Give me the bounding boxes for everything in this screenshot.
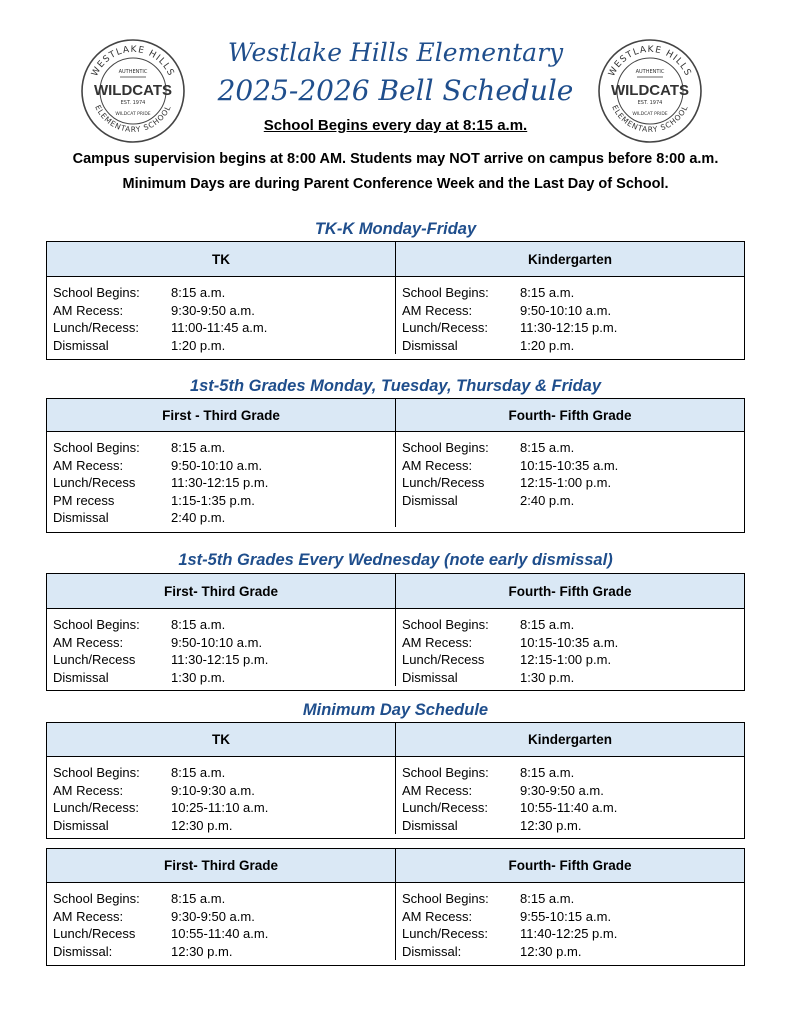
logo-top-text: WESTLAKE HILLS	[607, 44, 693, 79]
period-time: 9:55-10:15 a.m.	[520, 908, 612, 924]
supervision-notice: Campus supervision begins at 8:00 AM. Students may NOT arrive on campus before 8:00 a.m.	[72, 151, 719, 167]
schedule-column-left	[47, 432, 396, 527]
schedule-row	[402, 634, 744, 652]
period-label: Lunch/Recess	[53, 475, 136, 490]
period-label: Dismissal	[402, 669, 458, 685]
table-body	[47, 277, 744, 354]
schedule-table-minimum-grades	[46, 848, 745, 966]
period-time: 8:15 a.m.	[520, 765, 575, 780]
table-body	[47, 609, 744, 686]
period-time: 12:30 p.m.	[520, 817, 582, 833]
schedule-row	[402, 908, 744, 926]
schedule-column-left	[47, 277, 396, 354]
period-label: Lunch/Recess:	[402, 926, 488, 941]
schedule-row	[53, 799, 395, 817]
period-label: School Begins:	[53, 440, 140, 455]
period-time: 9:10-9:30 a.m.	[171, 782, 255, 798]
table-body	[47, 883, 744, 960]
grade-heading: First - Third Grade	[47, 399, 396, 431]
logo-small-top: AUTHENTIC	[118, 69, 148, 75]
schedule-column-right	[396, 883, 744, 960]
period-time: 1:20 p.m.	[520, 337, 575, 353]
period-label: AM Recess:	[53, 302, 124, 318]
period-time: 9:50-10:10 a.m.	[520, 302, 612, 318]
schedule-column-right	[396, 432, 744, 527]
table-header	[47, 723, 744, 757]
section-title-minimum: Minimum Day Schedule	[302, 701, 489, 719]
period-time: 9:30-9:50 a.m.	[171, 908, 255, 924]
schedule-title: 2025-2026 Bell Schedule	[217, 74, 574, 107]
period-label: School Begins:	[402, 440, 489, 455]
schedule-row	[402, 651, 744, 669]
schedule-row	[402, 457, 744, 475]
period-time: 12:30 p.m.	[171, 943, 233, 959]
period-label: AM Recess:	[402, 908, 473, 924]
grade-heading: TK	[47, 723, 396, 756]
section-title-wed: 1st-5th Grades Every Wednesday (note early dismissal)	[178, 551, 613, 569]
period-label: Dismissal:	[402, 943, 462, 959]
table-header	[47, 574, 744, 609]
schedule-row	[53, 925, 395, 943]
schedule-row	[53, 302, 395, 320]
schedule-column-left	[47, 609, 396, 686]
period-label: Lunch/Recess:	[53, 800, 139, 815]
period-time: 12:15-1:00 p.m.	[520, 652, 612, 667]
logo-name: WILDCATS	[610, 82, 690, 99]
schedule-row	[53, 890, 395, 908]
period-label: Lunch/Recess	[53, 926, 136, 941]
schedule-row	[53, 457, 395, 475]
period-label: School Begins:	[53, 765, 140, 780]
period-time: 9:50-10:10 a.m.	[171, 634, 263, 650]
period-label: School Begins:	[402, 285, 489, 300]
schedule-row	[402, 616, 744, 634]
period-time: 9:30-9:50 a.m.	[171, 302, 255, 318]
logo-small-bottom: WILDCAT PRIDE	[115, 112, 151, 117]
period-time: 1:30 p.m.	[171, 669, 226, 685]
logo-top-text: WESTLAKE HILLS	[90, 44, 176, 79]
schedule-row	[53, 651, 395, 669]
table-header	[47, 399, 744, 432]
schedule-row	[53, 284, 395, 302]
schedule-row	[402, 890, 744, 908]
logo-small-bottom: WILDCAT PRIDE	[632, 112, 668, 117]
period-label: School Begins:	[402, 891, 489, 906]
schedule-row	[53, 319, 395, 337]
grade-heading: Fourth- Fifth Grade	[508, 407, 632, 423]
period-time: 9:50-10:10 a.m.	[171, 457, 263, 473]
period-time: 2:40 p.m.	[171, 510, 226, 525]
schedule-column-left	[47, 883, 396, 960]
period-time: 11:40-12:25 p.m.	[520, 926, 618, 941]
schedule-column-left	[47, 757, 396, 834]
schedule-row	[53, 616, 395, 634]
period-time: 12:30 p.m.	[171, 817, 233, 833]
grade-heading: Kindergarten	[527, 251, 612, 267]
logo-small-top: AUTHENTIC	[635, 69, 665, 75]
grade-heading: Fourth- Fifth Grade	[508, 858, 632, 873]
section-title-tkk: TK-K Monday-Friday	[314, 220, 477, 238]
grade-heading: TK	[47, 242, 396, 276]
period-label: Dismissal	[53, 817, 109, 833]
schedule-row	[402, 492, 744, 510]
table-body	[47, 432, 744, 527]
period-label: AM Recess:	[402, 782, 473, 798]
schedule-row	[53, 634, 395, 652]
period-label: AM Recess:	[53, 634, 124, 650]
section-title-mtthf: 1st-5th Grades Monday, Tuesday, Thursday & Friday	[189, 377, 602, 395]
logo-bottom-text: ELEMENTARY SCHOOL	[93, 103, 173, 135]
school-begins-note: School Begins every day at 8:15 a.m.	[263, 117, 528, 134]
period-label: Lunch/Recess:	[402, 320, 488, 335]
schedule-column-right	[396, 277, 744, 354]
schedule-row	[402, 284, 744, 302]
period-label: Dismissal	[53, 337, 109, 353]
grade-heading: First- Third Grade	[47, 849, 396, 882]
period-time: 9:30-9:50 a.m.	[520, 782, 604, 798]
schedule-row	[402, 943, 744, 961]
period-time: 11:30-12:15 p.m.	[171, 475, 269, 490]
period-label: School Begins:	[53, 617, 140, 632]
logo-est: EST. 1974	[120, 100, 146, 106]
schedule-row	[402, 439, 744, 457]
minimum-days-notice: Minimum Days are during Parent Conference Week and the Last Day of School.	[122, 176, 669, 192]
schedule-row	[402, 764, 744, 782]
period-time: 1:30 p.m.	[520, 669, 575, 685]
period-label: Dismissal	[53, 669, 109, 685]
schedule-row	[402, 474, 744, 492]
grade-heading: First- Third Grade	[47, 574, 396, 608]
period-time: 11:00-11:45 a.m.	[171, 320, 268, 335]
period-time: 8:15 a.m.	[171, 440, 226, 455]
schedule-row	[53, 337, 395, 355]
period-label: Dismissal:	[53, 943, 113, 959]
period-label: Dismissal	[402, 492, 458, 508]
period-time: 10:15-10:35 a.m.	[520, 457, 619, 473]
period-label: AM Recess:	[402, 457, 473, 473]
period-label: AM Recess:	[53, 782, 124, 798]
schedule-row	[53, 439, 395, 457]
schedule-row	[53, 669, 395, 687]
period-time: 8:15 a.m.	[171, 765, 226, 780]
period-time: 10:25-11:10 a.m.	[171, 800, 269, 815]
logo-est: EST. 1974	[637, 100, 663, 106]
period-label: Dismissal	[53, 510, 109, 525]
grade-heading: Kindergarten	[527, 732, 612, 747]
schedule-table-tkk	[46, 241, 745, 360]
school-name: Westlake Hills Elementary	[227, 38, 564, 67]
period-label: Lunch/Recess	[402, 652, 485, 667]
period-time: 1:20 p.m.	[171, 337, 226, 353]
period-label: Dismissal	[402, 817, 458, 833]
period-time: 12:30 p.m.	[520, 943, 582, 959]
schedule-table-mtthf	[46, 398, 745, 533]
schedule-column-right	[396, 757, 744, 834]
period-label: Lunch/Recess	[53, 652, 136, 667]
period-label: School Begins:	[402, 617, 489, 632]
schedule-row	[53, 817, 395, 835]
schedule-row	[53, 492, 395, 510]
table-body	[47, 757, 744, 834]
schedule-row	[402, 799, 744, 817]
schedule-row	[402, 925, 744, 943]
logo-name: WILDCATS	[93, 82, 173, 99]
schedule-row	[402, 337, 744, 355]
period-time: 11:30-12:15 p.m.	[520, 320, 618, 335]
period-time: 2:40 p.m.	[520, 492, 575, 508]
period-label: AM Recess:	[402, 302, 473, 318]
period-label: AM Recess:	[53, 908, 124, 924]
period-time: 10:55-11:40 a.m.	[171, 926, 269, 941]
period-time: 8:15 a.m.	[171, 617, 226, 632]
schedule-column-right	[396, 609, 744, 686]
schedule-row	[53, 764, 395, 782]
period-time: 8:15 a.m.	[520, 891, 575, 906]
period-label: AM Recess:	[53, 457, 124, 473]
table-header	[47, 849, 744, 883]
period-label: Dismissal	[402, 337, 458, 353]
period-time: 11:30-12:15 p.m.	[171, 652, 269, 667]
period-label: School Begins:	[53, 285, 140, 300]
period-label: School Begins:	[402, 765, 489, 780]
period-time: 10:15-10:35 a.m.	[520, 634, 619, 650]
period-time: 12:15-1:00 p.m.	[520, 475, 612, 490]
period-time: 8:15 a.m.	[520, 285, 575, 300]
period-time: 8:15 a.m.	[520, 440, 575, 455]
period-label: Lunch/Recess:	[402, 800, 488, 815]
schedule-row	[53, 908, 395, 926]
period-time: 8:15 a.m.	[520, 617, 575, 632]
period-label: School Begins:	[53, 891, 140, 906]
period-time: 8:15 a.m.	[171, 285, 226, 300]
schedule-table-minimum-tkk	[46, 722, 745, 839]
schedule-table-wednesday	[46, 573, 745, 691]
period-label: PM recess	[53, 492, 115, 508]
schedule-row	[53, 474, 395, 492]
schedule-row	[402, 302, 744, 320]
period-time: 1:15-1:35 p.m.	[171, 492, 255, 508]
period-label: Lunch/Recess:	[53, 320, 139, 335]
schedule-row	[53, 782, 395, 800]
period-label: Lunch/Recess	[402, 475, 485, 490]
period-time: 10:55-11:40 a.m.	[520, 800, 618, 815]
schedule-row	[402, 782, 744, 800]
schedule-row	[402, 319, 744, 337]
grade-heading: Fourth- Fifth Grade	[508, 583, 632, 599]
schedule-row	[402, 817, 744, 835]
table-header	[47, 242, 744, 277]
schedule-row	[53, 509, 395, 527]
schedule-row	[53, 943, 395, 961]
period-time: 8:15 a.m.	[171, 891, 226, 906]
period-label: AM Recess:	[402, 634, 473, 650]
schedule-row	[402, 669, 744, 687]
logo-bottom-text: ELEMENTARY SCHOOL	[610, 103, 690, 135]
